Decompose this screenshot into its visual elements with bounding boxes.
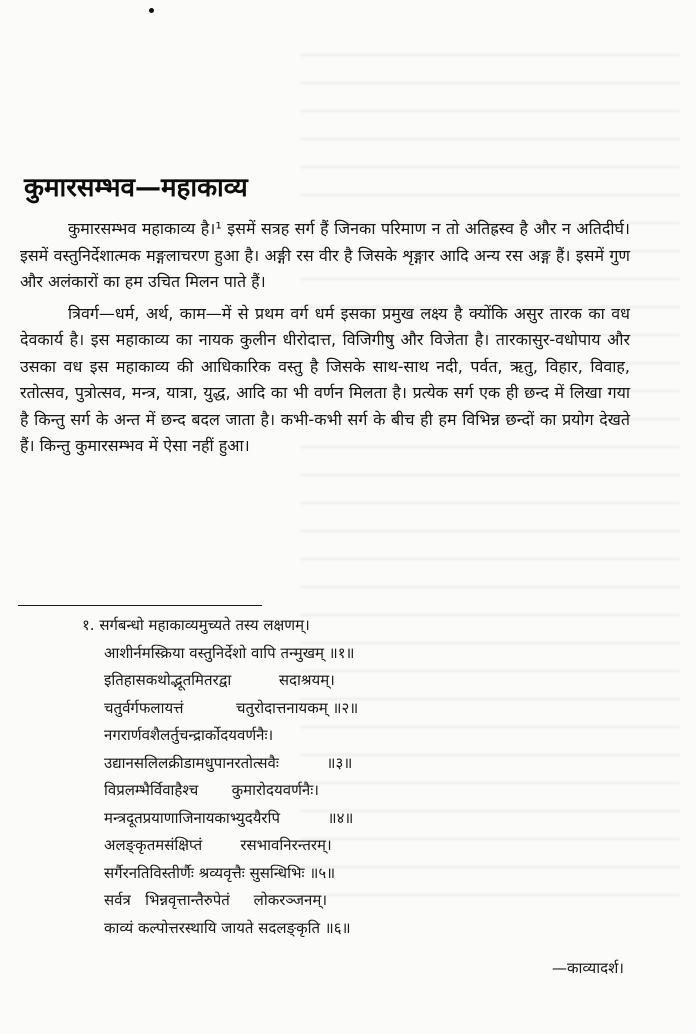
verse-line: इतिहासकथोद्भूतमितरद्वा सदाश्रयम्। xyxy=(104,671,335,689)
verse-line: उद्यानसलिलक्रीडामधुपानरतोत्सवैः ॥३॥ xyxy=(104,753,353,772)
page-dot-mark xyxy=(149,8,154,13)
footnote-verses xyxy=(82,612,358,942)
verse-line: विप्रलम्भैर्विवाहैश्च कुमारोदयवर्णनैः। xyxy=(104,781,319,799)
verse-line: सर्गैरनतिविस्तीर्णैः श्रव्यवृत्तैः सुसन्धिभिः ॥५॥ xyxy=(104,863,336,882)
paragraph: त्रिवर्ग—धर्म, अर्थ, काम—में से प्रथम वर्ग धर्म इसका प्रमुख लक्ष्य है क्योंकि असुर तारक का वध देवकार्य है। इस महाकाव्य का नायक कुलीन धीरोदात्त, विजिगीषु और विजेता है। तारकासुर-वधोपाय और उसका वध इस महाकाव्य की आधिकारिक वस्तु है जिसके साथ-साथ नदी, पर्वत, ऋतु, विहार, विवाह, रतोत्सव, पुत्रोत्सव, मन्त्र, यात्रा, युद्ध, आदि का भी वर्णन मिलता है। प्रत्येक सर्ग एक ही छन्द में लिखा गया है किन्तु सर्ग के अन्त में छन्द बदल जाता है। कभी-कभी सर्ग के बीच ही हम विभिन्न छन्दों का प्रयोग देखते हैं। किन्तु कुमारसम्भव में ऐसा नहीं हुआ। xyxy=(20,303,630,455)
verse-line: चतुर्वर्गफलायत्तं चतुरोदात्तनायकम् ॥२॥ xyxy=(104,698,359,717)
verse-line: १. सर्गबन्धो महाकाव्यमुच्यते तस्य लक्षणम्। xyxy=(82,616,310,634)
footnote-attribution: —काव्यादर्श। xyxy=(552,959,624,977)
footnote-divider xyxy=(18,605,262,606)
verse-line: सर्वत्र भिन्नवृत्तान्तैरुपेतं लोकरञ्जनम्। xyxy=(104,891,328,909)
section-heading: कुमारसम्भव—महाकाव्य xyxy=(24,173,248,203)
verse-line: नगरार्णवशैलर्तुचन्द्रार्कोदयवर्णनैः। xyxy=(104,726,274,744)
verse-line: काव्यं कल्पोत्तरस्थायि जायते सदलङ्कृति ॥६॥ xyxy=(104,918,351,937)
body-text xyxy=(20,216,630,465)
paragraph: कुमारसम्भव महाकाव्य है।¹ इसमें सत्रह सर्ग हैं जिनका परिमाण न तो अतिह्रस्व है और न अतिदीर्घ। इसमें वस्तुनिर्देशात्मक मङ्गलाचरण हुआ है। अङ्गी रस वीर है जिसके शृङ्गार आदि अन्य रस अङ्ग हैं। इसमें गुण और अलंकारों का हम उचित मिलन पाते हैं। xyxy=(20,219,630,291)
verse-line: अलङ्कृतमसंक्षिप्तं रसभावनिरन्तरम्। xyxy=(104,836,332,854)
verse-line: आशीर्नमस्क्रिया वस्तुनिर्देशो वापि तन्मुखम् ॥१॥ xyxy=(104,643,355,662)
verse-line: मन्त्रदूतप्रयाणाजिनायकाभ्युदयैरपि ॥४॥ xyxy=(104,808,354,827)
